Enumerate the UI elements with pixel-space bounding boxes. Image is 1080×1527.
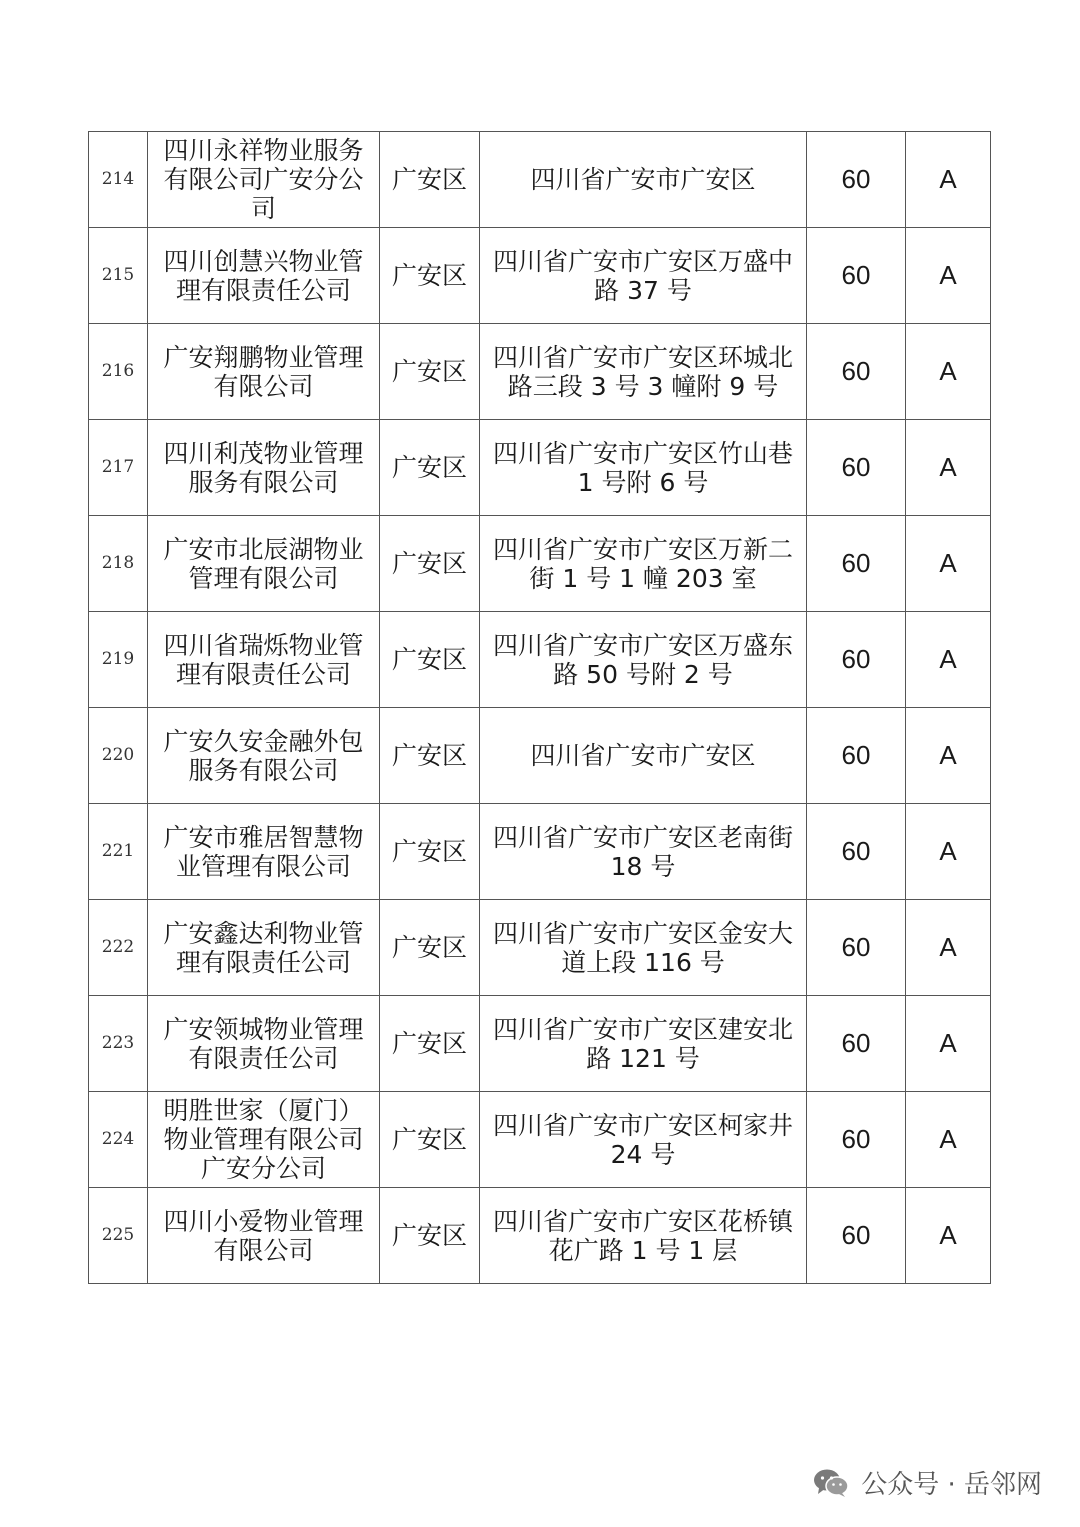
score: 60	[807, 324, 906, 420]
grade: A	[906, 996, 991, 1092]
score: 60	[807, 228, 906, 324]
score: 60	[807, 516, 906, 612]
score: 60	[807, 1188, 906, 1284]
table-row	[89, 132, 991, 228]
row-number: 220	[89, 708, 148, 804]
district: 广安区	[380, 420, 480, 516]
address: 四川省广安市广安区竹山巷 1 号附 6 号	[480, 420, 807, 516]
company-name: 四川小爱物业管理有限公司	[148, 1188, 380, 1284]
address: 四川省广安市广安区建安北路 121 号	[480, 996, 807, 1092]
score: 60	[807, 804, 906, 900]
district: 广安区	[380, 612, 480, 708]
wechat-icon	[813, 1468, 849, 1498]
address: 四川省广安市广安区花桥镇花广路 1 号 1 层	[480, 1188, 807, 1284]
grade: A	[906, 1092, 991, 1188]
company-rating-table	[88, 131, 991, 1284]
grade: A	[906, 324, 991, 420]
address: 四川省广安市广安区	[480, 132, 807, 228]
row-number: 224	[89, 1092, 148, 1188]
score: 60	[807, 132, 906, 228]
company-name: 广安翔鹏物业管理有限公司	[148, 324, 380, 420]
score: 60	[807, 900, 906, 996]
company-name: 四川利茂物业管理服务有限公司	[148, 420, 380, 516]
company-name: 广安鑫达利物业管理有限责任公司	[148, 900, 380, 996]
district: 广安区	[380, 804, 480, 900]
company-name: 广安市雅居智慧物业管理有限公司	[148, 804, 380, 900]
company-name: 广安领城物业管理有限责任公司	[148, 996, 380, 1092]
row-number: 218	[89, 516, 148, 612]
company-name: 广安久安金融外包服务有限公司	[148, 708, 380, 804]
address: 四川省广安市广安区	[480, 708, 807, 804]
address: 四川省广安市广安区金安大道上段 116 号	[480, 900, 807, 996]
grade: A	[906, 900, 991, 996]
district: 广安区	[380, 708, 480, 804]
row-number: 225	[89, 1188, 148, 1284]
district: 广安区	[380, 996, 480, 1092]
company-name: 四川省瑞烁物业管理有限责任公司	[148, 612, 380, 708]
company-name: 四川创慧兴物业管理有限责任公司	[148, 228, 380, 324]
grade: A	[906, 1188, 991, 1284]
grade: A	[906, 804, 991, 900]
grade: A	[906, 420, 991, 516]
address: 四川省广安市广安区环城北路三段 3 号 3 幢附 9 号	[480, 324, 807, 420]
table-row	[89, 228, 991, 324]
company-name: 明胜世家（厦门）物业管理有限公司广安分公司	[148, 1092, 380, 1188]
row-number: 219	[89, 612, 148, 708]
district: 广安区	[380, 900, 480, 996]
district: 广安区	[380, 228, 480, 324]
address: 四川省广安市广安区万盛东路 50 号附 2 号	[480, 612, 807, 708]
district: 广安区	[380, 516, 480, 612]
address: 四川省广安市广安区老南街 18 号	[480, 804, 807, 900]
grade: A	[906, 228, 991, 324]
table-row	[89, 516, 991, 612]
table-row	[89, 420, 991, 516]
district: 广安区	[380, 1188, 480, 1284]
district: 广安区	[380, 132, 480, 228]
table-row	[89, 708, 991, 804]
address: 四川省广安市广安区万盛中路 37 号	[480, 228, 807, 324]
company-table-container	[88, 131, 990, 1284]
grade: A	[906, 132, 991, 228]
grade: A	[906, 708, 991, 804]
watermark-text: 公众号 · 岳邻网	[861, 1470, 1042, 1500]
company-name: 广安市北辰湖物业管理有限公司	[148, 516, 380, 612]
row-number: 221	[89, 804, 148, 900]
grade: A	[906, 612, 991, 708]
row-number: 222	[89, 900, 148, 996]
score: 60	[807, 708, 906, 804]
table-row	[89, 612, 991, 708]
district: 广安区	[380, 324, 480, 420]
table-row	[89, 324, 991, 420]
table-body	[89, 132, 991, 1284]
table-row	[89, 804, 991, 900]
row-number: 215	[89, 228, 148, 324]
score: 60	[807, 420, 906, 516]
row-number: 216	[89, 324, 148, 420]
address: 四川省广安市广安区柯家井 24 号	[480, 1092, 807, 1188]
address: 四川省广安市广安区万新二街 1 号 1 幢 203 室	[480, 516, 807, 612]
row-number: 223	[89, 996, 148, 1092]
table-row	[89, 1188, 991, 1284]
company-name: 四川永祥物业服务有限公司广安分公司	[148, 132, 380, 228]
district: 广安区	[380, 1092, 480, 1188]
row-number: 217	[89, 420, 148, 516]
score: 60	[807, 612, 906, 708]
table-row	[89, 996, 991, 1092]
row-number: 214	[89, 132, 148, 228]
grade: A	[906, 516, 991, 612]
watermark	[813, 1464, 1042, 1501]
score: 60	[807, 1092, 906, 1188]
table-row	[89, 900, 991, 996]
table-row	[89, 1092, 991, 1188]
score: 60	[807, 996, 906, 1092]
